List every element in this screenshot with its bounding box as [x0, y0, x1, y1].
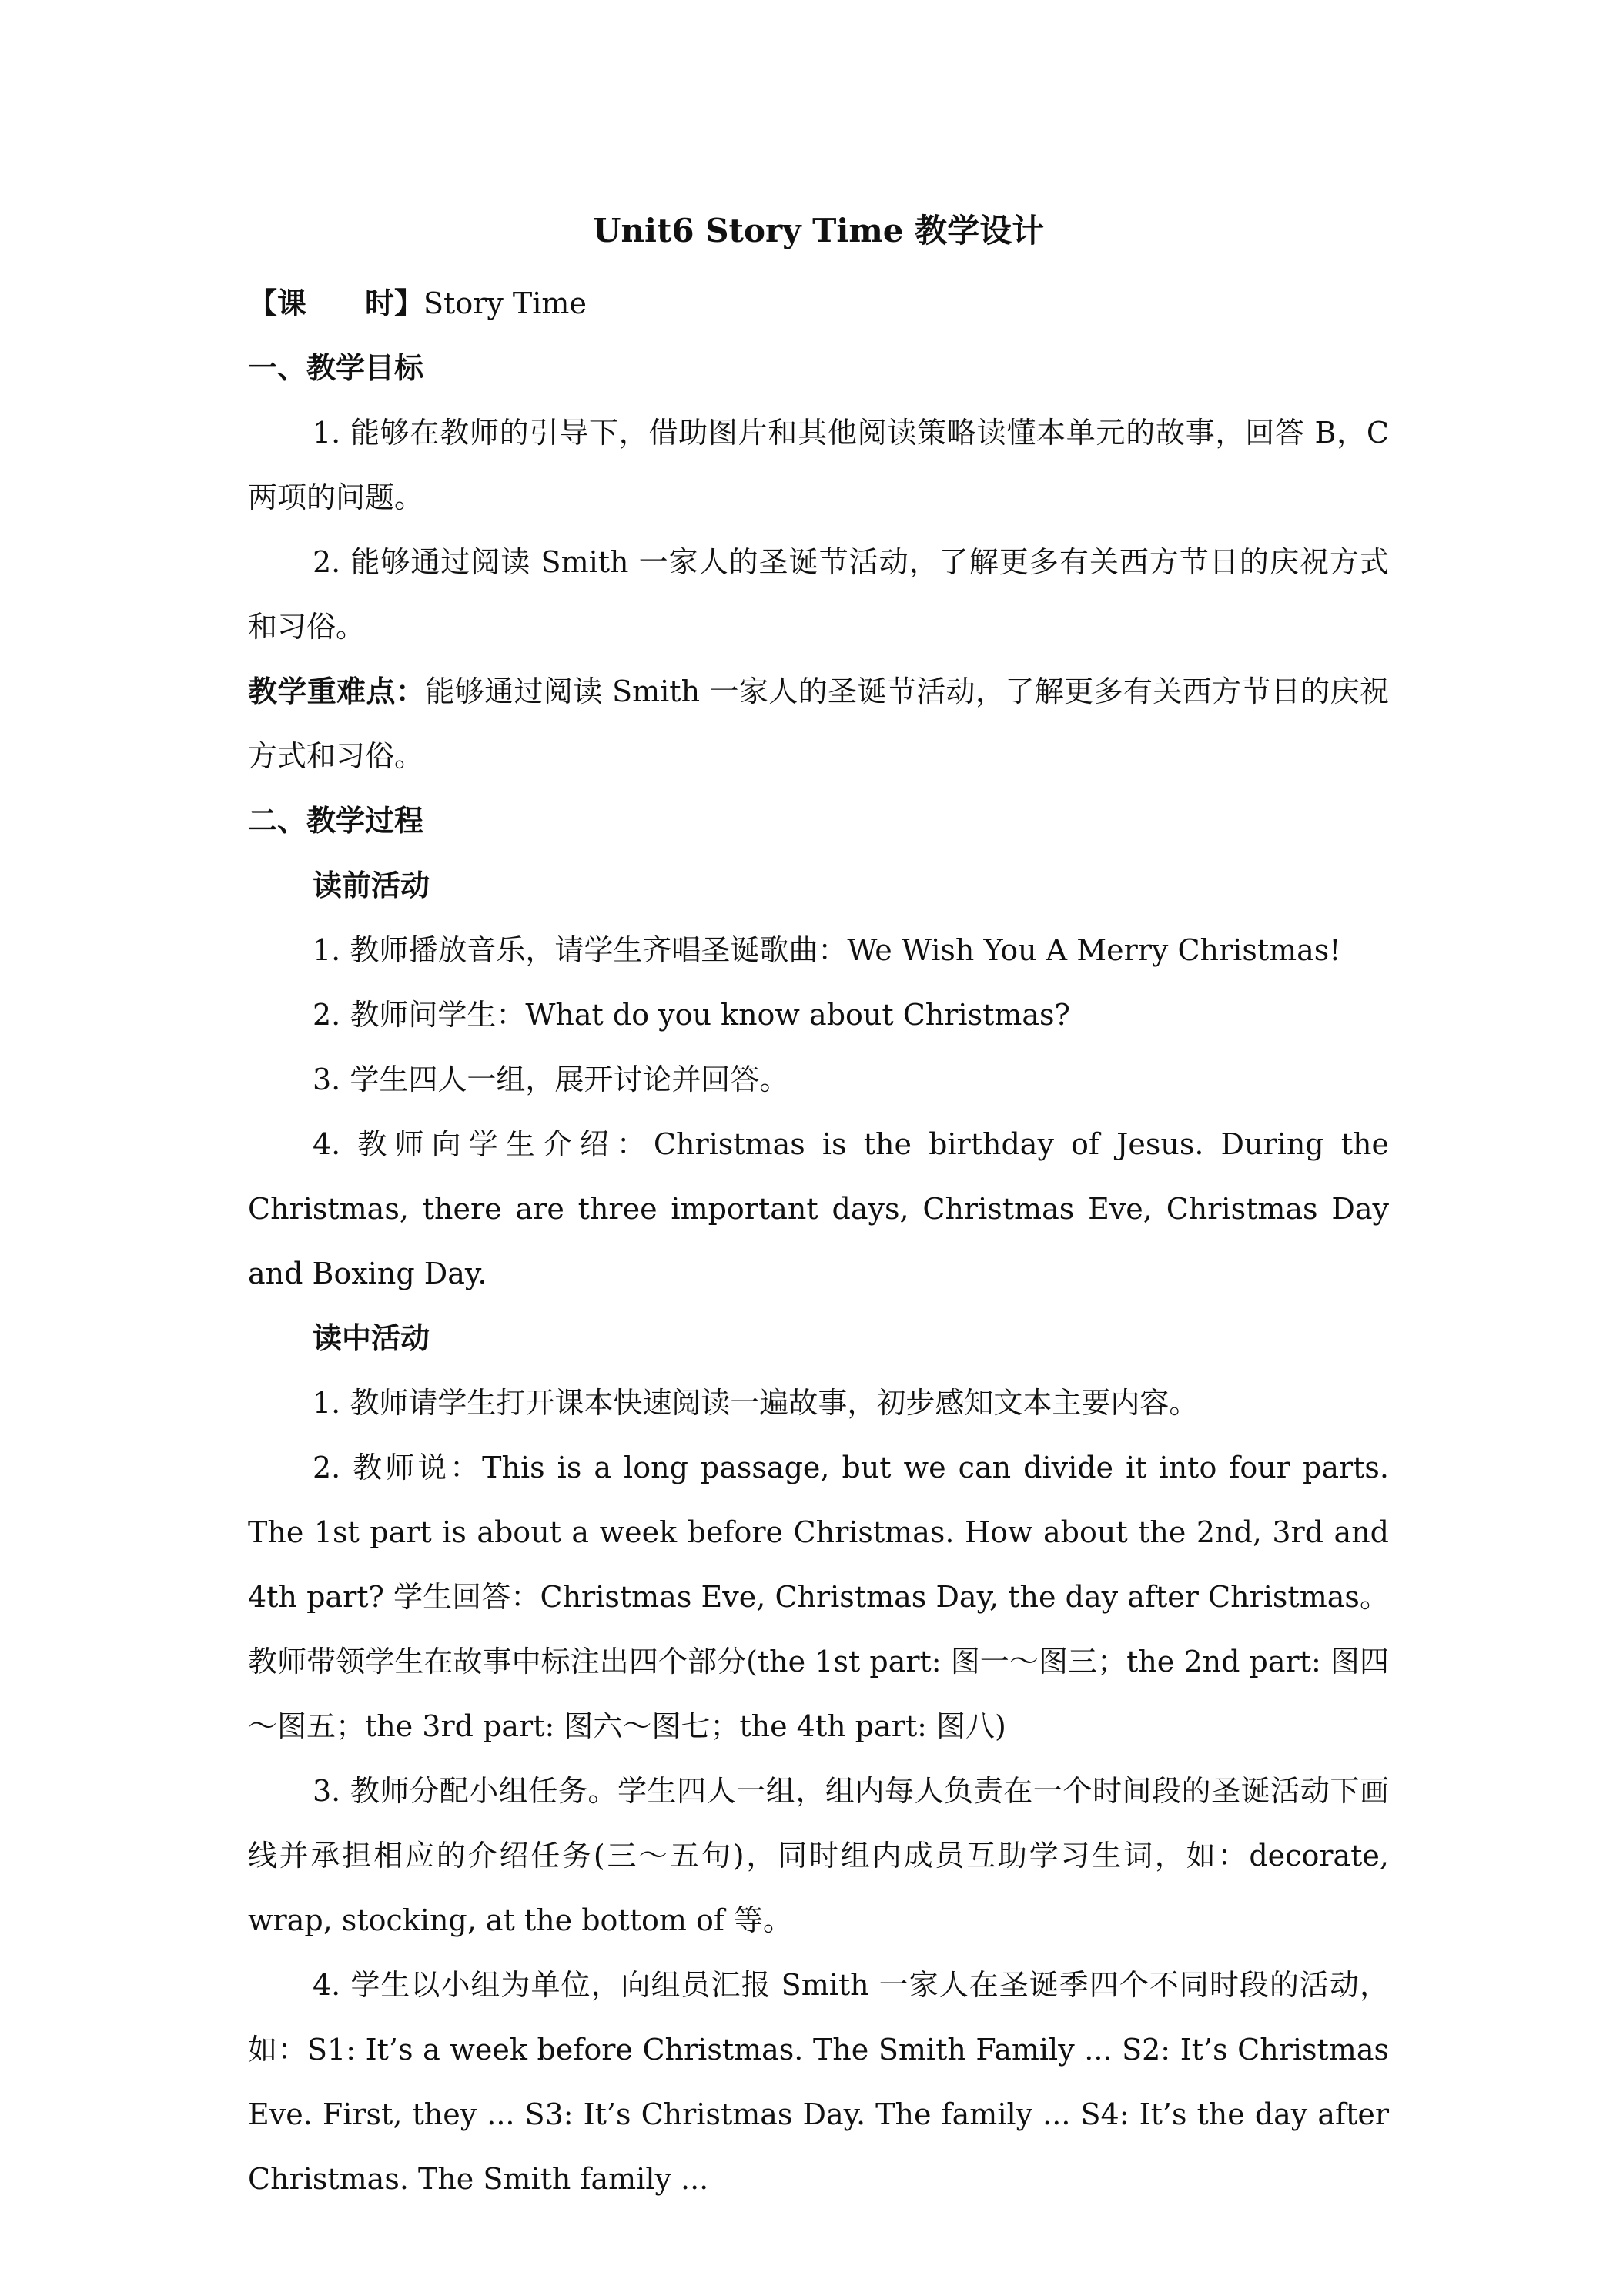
while-reading-step: 3. 教师分配小组任务。学生四人一组，组内每人负责在一个时间段的圣诞活动下画线并承担相应的介绍任务(三～五句)，同时组内成员互助学习生词，如：decorate, wrap, stocking, at the bottom of 等。 [248, 1774, 1389, 1937]
key-points-label: 教学重难点： [248, 674, 426, 708]
pre-reading-step: 2. 教师问学生：What do you know about Christmas? [313, 998, 1070, 1032]
pre-reading-step: 3. 学生四人一组，展开讨论并回答。 [313, 1063, 789, 1096]
lesson-label: 【课 时】 [248, 286, 424, 320]
document-page [248, 208, 1389, 2211]
lesson-value: Story Time [423, 286, 587, 320]
pre-reading-step: 1. 教师播放音乐，请学生齐唱圣诞歌曲：We Wish You A Merry Christmas! [313, 933, 1341, 967]
document-title: Unit6 Story Time 教学设计 [592, 212, 1045, 249]
key-points-paragraph [248, 659, 1389, 788]
goal-item: 1. 能够在教师的引导下，借助图片和其他阅读策略读懂本单元的故事，回答 B，C 两项的问题。 [248, 416, 1389, 514]
goal-item: 2. 能够通过阅读 Smith 一家人的圣诞节活动，了解更多有关西方节日的庆祝方式和习俗。 [248, 545, 1389, 644]
lesson-line [248, 271, 1389, 336]
while-reading-step: 4. 学生以小组为单位，向组员汇报 Smith 一家人在圣诞季四个不同时段的活动，如：S1: It’s a week before Christmas. The Smith Family ... S2: It’s Christmas Eve. First, they ... S3: It’s Christmas Day. The family ... S4: It’s the day after Christmas. The Smith family ... [248, 1968, 1389, 2196]
while-reading-step: 2. 教师说：This is a long passage, but we can divide it into four parts. The 1st part is about a week before Christmas. How about the 2nd, 3rd and 4th part? 学生回答：Christmas Eve, Christmas Day, the day after Christmas。教师带领学生在故事中标注出四个部分(the 1st part: 图一～图三；the 2nd part: 图四～图五；the 3rd part: 图六～图七；the 4th part: 图八) [248, 1451, 1389, 1743]
section-heading-goals: 一、教学目标 [248, 350, 424, 385]
while-reading-step: 1. 教师请学生打开课本快速阅读一遍故事，初步感知文本主要内容。 [313, 1386, 1199, 1420]
pre-reading-step: 4. 教师向学生介绍：Christmas is the birthday of Jesus. During the Christmas, there are three important days, Christmas Eve, Christmas Day and Boxing Day. [248, 1127, 1389, 1290]
section-heading-process: 二、教学过程 [248, 803, 424, 838]
while-reading-heading: 读中活动 [313, 1320, 430, 1355]
key-points-text: 能够通过阅读 Smith 一家人的圣诞节活动，了解更多有关西方节日的庆祝方式和习俗。 [248, 674, 1389, 773]
pre-reading-heading: 读前活动 [313, 868, 430, 902]
